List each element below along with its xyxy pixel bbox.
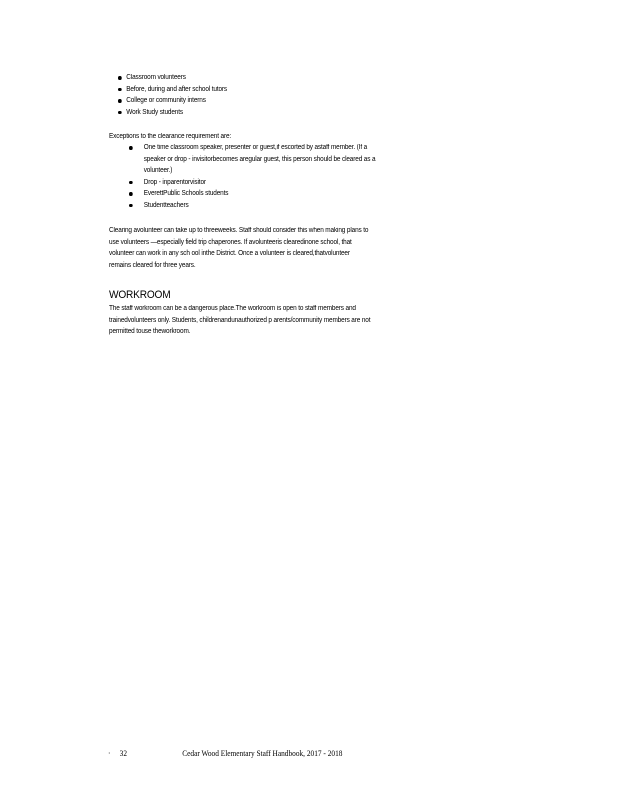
- list-item: [118, 84, 227, 96]
- footer-title: Cedar Wood Elementary Staff Handbook, 2017 - 2018: [182, 749, 343, 758]
- list-item-text: Before, during and after school tutors: [126, 85, 228, 93]
- paragraph-line: trainedvolunteers only. Students, childrenandunauthorized p arents/community members are not: [109, 316, 371, 324]
- list-item-text: College or community interns: [126, 97, 206, 104]
- page-footer: [108, 749, 342, 759]
- clearing-paragraph: [109, 225, 532, 271]
- paragraph-line: Clearing avolunteer can take up to threeweeks. Staff should consider this when making plans to: [109, 227, 369, 234]
- list-item-line: EverettPublic Schools students: [143, 190, 229, 197]
- list-item-line: Drop - inparentorvisitor: [143, 178, 206, 186]
- section-heading-workroom: WORKROOM: [109, 289, 171, 301]
- list-item-text: Work Study students: [126, 108, 183, 116]
- page-number: 32: [119, 749, 128, 758]
- list-item: [118, 72, 227, 84]
- list-item: [129, 177, 375, 189]
- list-item: [118, 95, 227, 107]
- paragraph-line: The staff workroom can be a dangerous place.The workroom is open to staff members and: [109, 305, 356, 312]
- footer-marker: ·: [108, 749, 111, 758]
- list-item: [129, 200, 375, 212]
- list-item-line: Studentteachers: [143, 201, 189, 209]
- paragraph-line: volunteer can work in any sch ool inthe District. Once a volunteer is cleared,thatvolunteer: [109, 250, 350, 257]
- exceptions-list: [129, 142, 375, 211]
- list-item: [129, 188, 375, 200]
- list-item: [129, 142, 375, 177]
- list-item-line: speaker or drop - invisitorbecomes aregular guest, this person should be cleared as a: [143, 155, 376, 163]
- list-item: [118, 107, 227, 119]
- workroom-paragraph: [109, 303, 532, 338]
- list-item-line: One time classroom speaker, presenter or guest,if escorted by astaff member. (If a: [143, 144, 368, 151]
- paragraph-line: remains cleared for three years.: [109, 261, 196, 269]
- exceptions-label: Exceptions to the clearance requirement are:: [109, 133, 232, 140]
- list-item-text: Classroom volunteers: [126, 74, 186, 81]
- volunteer-roles-list: [118, 72, 227, 118]
- list-item-line: volunteer.): [143, 167, 173, 174]
- paragraph-line: permitted touse theworkroom.: [109, 328, 191, 335]
- paragraph-line: use volunteers —especially field trip chaperones. If avolunteeris clearedinone school, that: [109, 238, 352, 246]
